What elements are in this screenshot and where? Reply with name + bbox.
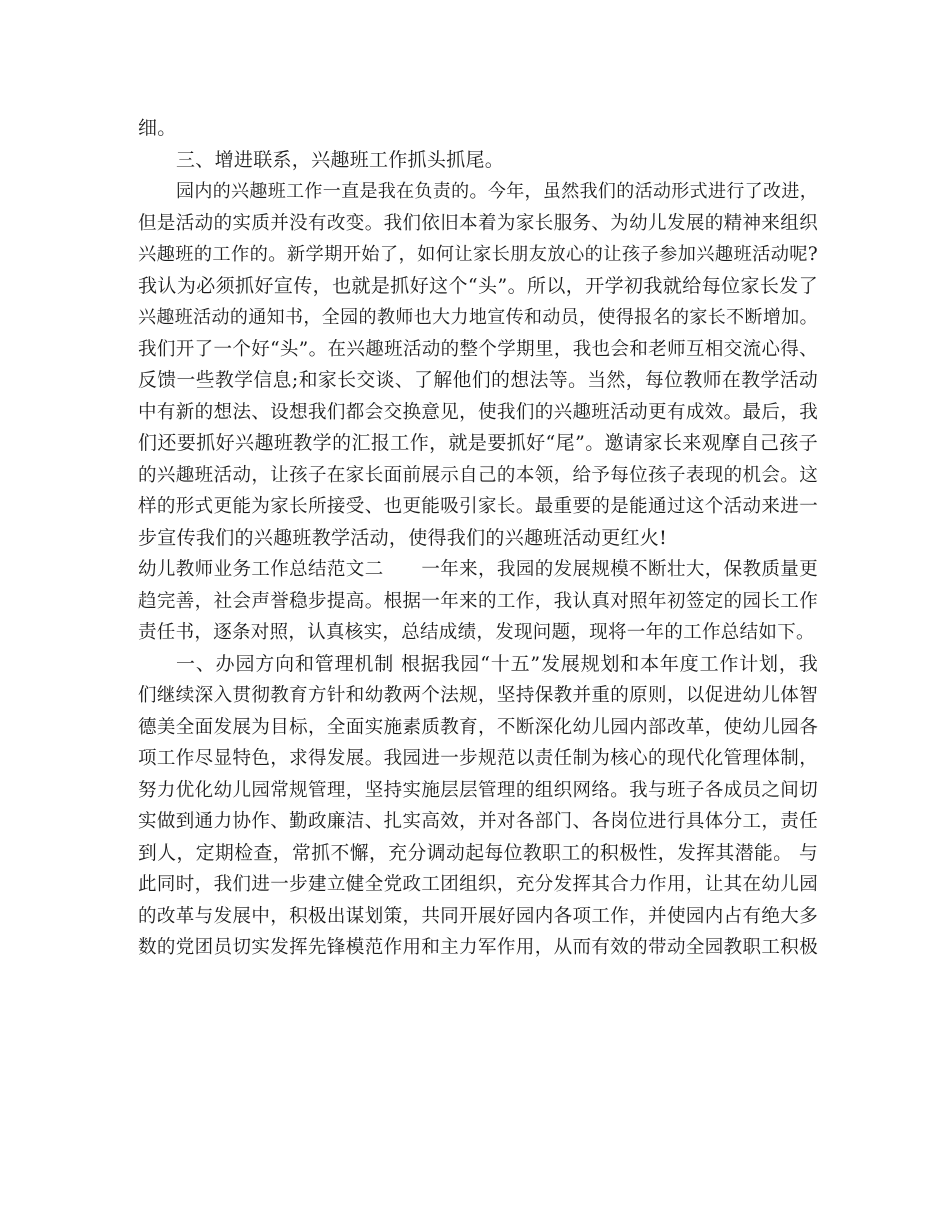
text-line: 中有新的想法、设想我们都会交换意见，使我们的兴趣班活动更有成效。最后，我 <box>138 401 818 423</box>
text-line: 德美全面发展为目标，全面实施素质教育，不断深化幼儿园内部改革，使幼儿园各 <box>138 716 818 738</box>
text-line: 一、办园方向和管理机制 根据我园“十五”发展规划和本年度工作计划，我 <box>176 652 818 675</box>
text-line: 责任书，逐条对照，认真核实，总结成绩，发现问题，现将一年的工作总结如下。 <box>138 622 815 643</box>
text-line: 我认为必须抓好宣传，也就是抓好这个“头”。所以，开学初我就给每位家长发了 <box>138 274 818 297</box>
document-body <box>138 113 818 964</box>
text-line: 样的形式更能为家长所接受、也更能吸引家长。最重要的是能通过这个活动来进一 <box>138 496 818 517</box>
text-line: 细。 <box>138 117 177 139</box>
text-line: 幼儿教师业务工作总结范文二 一年来，我园的发展规模不断壮大，保教质量更 <box>138 559 818 580</box>
text-line: 但是活动的实质并没有改变。我们依旧本着为家长服务、为幼儿发展的精神来组织 <box>138 212 818 234</box>
text-line: 此同时，我们进一步建立健全党政工团组织，充分发挥其合力作用，让其在幼儿园 <box>138 874 818 895</box>
text-line: 们继续深入贯彻教育方针和幼教两个法规，坚持保教并重的原则，以促进幼儿体智 <box>138 685 818 706</box>
text-line: 实做到通力协作、勤政廉洁、扎实高效，并对各部门、各岗位进行具体分工，责任 <box>138 811 818 832</box>
text-line: 趋完善，社会声誉稳步提高。根据一年来的工作，我认真对照年初签定的园长工作 <box>138 590 818 612</box>
text-line: 反馈一些教学信息;和家长交谈、了解他们的想法等。当然，每位教师在教学活动 <box>138 370 818 391</box>
text-line: 的兴趣班活动，让孩子在家长面前展示自己的本领，给予每位孩子表现的机会。这 <box>138 464 818 486</box>
text-line: 园内的兴趣班工作一直是我在负责的。今年，虽然我们的活动形式进行了改进， <box>176 181 818 202</box>
text-line: 们还要抓好兴趣班教学的汇报工作，就是要抓好“尾”。邀请家长来观摩自己孩子 <box>138 432 818 454</box>
text-line: 步宣传我们的兴趣班教学活动，使得我们的兴趣班活动更红火! <box>138 526 668 549</box>
text-line: 的改革与发展中，积极出谋划策，共同开展好园内各项工作，并使园内占有绝大多 <box>138 905 818 927</box>
text-line: 兴趣班的工作的。新学期开始了，如何让家长朋友放心的让孩子参加兴趣班活动呢? <box>138 244 818 265</box>
text-line: 到人，定期检查，常抓不懈，充分调动起每位教职工的积极性，发挥其潜能。 与 <box>138 842 818 864</box>
text-line: 我们开了一个好“头”。在兴趣班活动的整个学期里，我也会和老师互相交流心得、 <box>138 338 818 360</box>
text-line: 项工作尽显特色，求得发展。我园进一步规范以责任制为核心的现代化管理体制， <box>138 748 818 769</box>
text-line: 兴趣班活动的通知书，全园的教师也大力地宣传和动员，使得报名的家长不断增加。 <box>138 307 818 328</box>
text-line: 努力优化幼儿园常规管理，坚持实施层层管理的组织网络。我与班子各成员之间切 <box>138 779 818 801</box>
text-line: 三、增进联系，兴趣班工作抓头抓尾。 <box>176 148 505 171</box>
text-line: 数的党团员切实发挥先锋模范作用和主力军作用，从而有效的带动全园教职工积极 <box>138 937 818 958</box>
